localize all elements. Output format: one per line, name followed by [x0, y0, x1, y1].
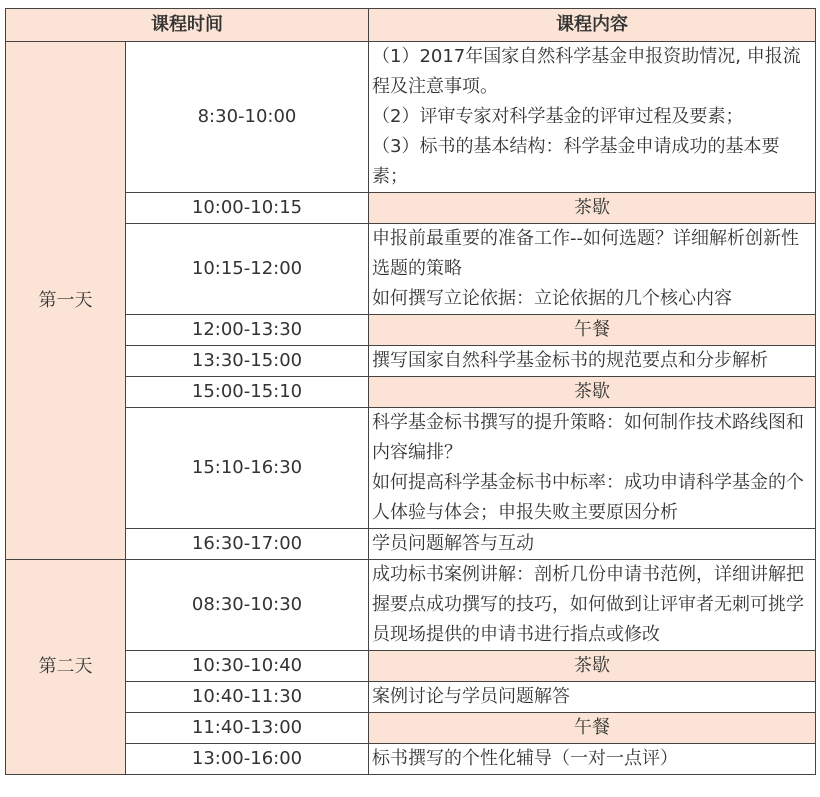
- session-row: [6, 682, 816, 713]
- content-line: 茶歇: [574, 197, 610, 218]
- content-line: 科学基金标书撰写的提升策略：如何制作技术路线图和内容编排？: [372, 412, 804, 463]
- session-time: 13:00-16:00: [126, 744, 369, 775]
- content-line: 如何提高科学基金标书中标率：成功申请科学基金的个人体验与体会；申报失败主要原因分析: [372, 472, 804, 523]
- break-cell: [369, 377, 816, 408]
- session-content: [369, 346, 816, 377]
- session-row: [6, 408, 816, 529]
- session-time: 13:30-15:00: [126, 346, 369, 377]
- session-content: [369, 744, 816, 775]
- session-time: 8:30-10:00: [126, 42, 369, 193]
- content-line: 标书撰写的个性化辅导（一对一点评）: [372, 748, 678, 769]
- session-row: [6, 529, 816, 560]
- content-line: 午餐: [574, 319, 610, 340]
- schedule-table: [5, 8, 816, 775]
- session-time: 08:30-10:30: [126, 560, 369, 651]
- session-time: 10:30-10:40: [126, 651, 369, 682]
- session-row: [6, 651, 816, 682]
- session-content: [369, 408, 816, 529]
- content-line: 如何撰写立论依据：立论依据的几个核心内容: [372, 288, 732, 309]
- session-row: [6, 713, 816, 744]
- session-content: [369, 560, 816, 651]
- content-line: 申报前最重要的准备工作--如何选题？详细解析创新性选题的策略: [372, 228, 799, 279]
- session-content: [369, 682, 816, 713]
- header-time: 课程时间: [6, 9, 369, 42]
- session-time: 10:40-11:30: [126, 682, 369, 713]
- content-line: （2）评审专家对科学基金的评审过程及要素；: [372, 106, 744, 127]
- break-cell: [369, 651, 816, 682]
- session-row: [6, 224, 816, 315]
- session-row: [6, 560, 816, 651]
- session-row: [6, 42, 816, 193]
- content-line: 学员问题解答与互动: [372, 533, 534, 554]
- day-label: 第二天: [6, 560, 126, 775]
- session-content: [369, 529, 816, 560]
- content-line: （3）标书的基本结构：科学基金申请成功的基本要素；: [372, 136, 780, 187]
- day-label: 第一天: [6, 42, 126, 560]
- break-cell: [369, 193, 816, 224]
- content-line: 午餐: [574, 717, 610, 738]
- break-cell: [369, 713, 816, 744]
- header-content: 课程内容: [369, 9, 816, 42]
- session-time: 10:00-10:15: [126, 193, 369, 224]
- content-line: 茶歇: [574, 381, 610, 402]
- session-time: 15:10-16:30: [126, 408, 369, 529]
- content-line: （1）2017年国家自然科学基金申报资助情况, 申报流程及注意事项。: [372, 46, 801, 97]
- content-line: 茶歇: [574, 655, 610, 676]
- break-cell: [369, 315, 816, 346]
- session-row: [6, 744, 816, 775]
- content-line: 撰写国家自然科学基金标书的规范要点和分步解析: [372, 350, 768, 371]
- session-time: 16:30-17:00: [126, 529, 369, 560]
- session-time: 10:15-12:00: [126, 224, 369, 315]
- session-row: [6, 193, 816, 224]
- session-row: [6, 315, 816, 346]
- session-time: 12:00-13:30: [126, 315, 369, 346]
- header-row: [6, 9, 816, 42]
- content-line: 成功标书案例讲解：剖析几份申请书范例，详细讲解把握要点成功撰写的技巧，如何做到让评审者无刺可挑学员现场提供的申请书进行指点或修改: [372, 564, 804, 645]
- session-time: 11:40-13:00: [126, 713, 369, 744]
- session-row: [6, 346, 816, 377]
- session-time: 15:00-15:10: [126, 377, 369, 408]
- content-line: 案例讨论与学员问题解答: [372, 686, 570, 707]
- session-row: [6, 377, 816, 408]
- session-content: [369, 224, 816, 315]
- schedule-body: [6, 42, 816, 775]
- session-content: [369, 42, 816, 193]
